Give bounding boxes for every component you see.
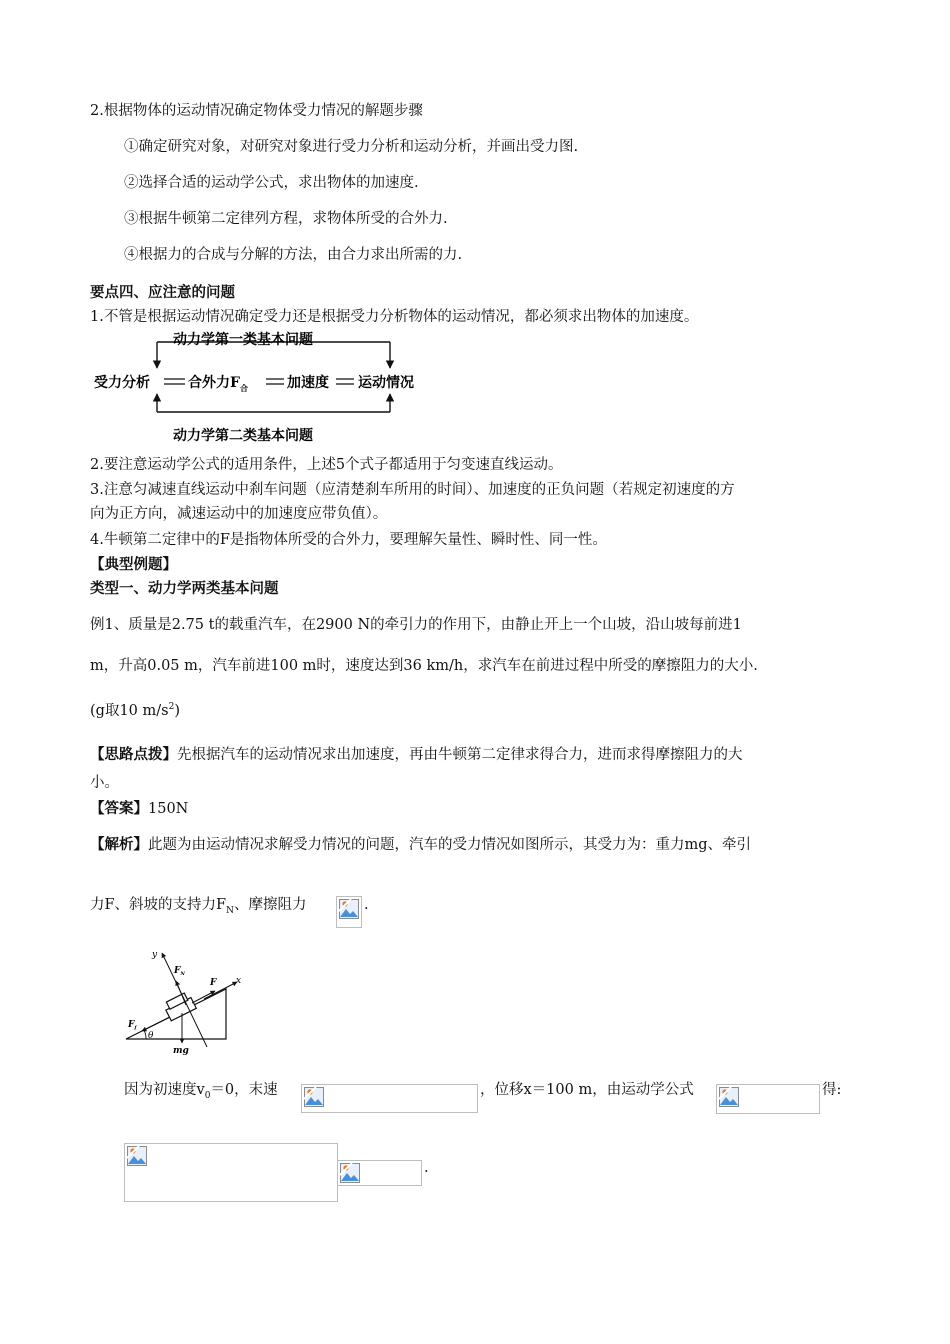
example1-line-2: m，升高0.05 m，汽车前进100 m时，速度达到36 km/h，求汽车在前进过程中所受的摩擦阻力的大小. [90,658,758,674]
analysis-label: 【解析】 [90,837,148,853]
broken-image-acceleration-value [337,1160,422,1186]
note-3-line-2: 向为正方向，减速运动中的加速度应带负值）。 [90,506,388,522]
broken-image-icon [340,1163,360,1183]
flow-bottom-label: 动力学第二类基本问题 [173,428,313,444]
incline-force-diagram [120,945,250,1055]
steps-title: 2.根据物体的运动情况确定物体受力情况的解题步骤 [90,103,423,119]
analysis-line-2-end: . [364,897,369,913]
flow-top-label: 动力学第一类基本问题 [173,332,313,348]
solution-line-1-mid: ，位移x＝100 m，由运动学公式 [480,1082,694,1098]
flow-node-acceleration: 加速度 [287,375,329,391]
x-axis-label: x [236,976,242,986]
hint-line-2: 小。 [90,775,119,791]
broken-image-kinematics-formula [716,1084,820,1114]
analysis-line-2: 力F、斜坡的支持力$F_N$、摩擦阻力 [90,897,307,916]
broken-image-icon [304,1087,324,1107]
section4-title: 要点四、应注意的问题 [90,285,235,301]
broken-image-friction [336,896,362,928]
solution-line-1-start: 因为初速度$v_0=0$，末速 [124,1082,278,1101]
flow-node-motion: 运动情况 [358,375,414,391]
note-2: 2.要注意运动学公式的适用条件，上述5个式子都适用于匀变速直线运动。 [90,457,563,473]
examples-title: 【典型例题】 [90,557,177,573]
broken-image-icon [719,1087,739,1107]
note-4: 4.牛顿第二定律中的F是指物体所受的合外力，要理解矢量性、瞬时性、同一性。 [90,532,607,548]
step-1: ①确定研究对象，对研究对象进行受力分析和运动分析，并画出受力图. [124,139,579,155]
answer-label: 【答案】 [90,801,148,817]
broken-image-icon [127,1146,147,1166]
ff-label: $F_f$ [128,1020,137,1031]
theta-label: θ [148,1031,154,1041]
dynamics-flow-diagram [90,328,440,446]
answer-line [90,799,188,819]
hint-label: 【思路点拨】 [90,747,177,763]
broken-image-icon [339,899,359,919]
step-2: ②选择合适的运动学公式，求出物体的加速度. [124,175,419,191]
broken-image-acceleration-formula [124,1143,338,1202]
mg-label: mg [173,1046,189,1055]
note-3-line-1: 3.注意匀减速直线运动中刹车问题（应清楚刹车所用的时间）、加速度的正负问题（若规定初速度的方 [90,482,735,498]
solution-line-1-end: 得: [822,1082,842,1098]
flow-node-net-force: 合外力$F_合$ [188,375,248,393]
note-1: 1.不管是根据运动情况确定受力还是根据受力分析物体的运动情况，都必须求出物体的加速度。 [90,309,699,325]
flow-node-force-analysis: 受力分析 [94,375,150,391]
y-axis-label: y [152,950,158,960]
example1-line-3: (g取10 $m/s^2$) [90,702,180,719]
answer-value: 150N [148,801,189,817]
example1-line-1: 例1、质量是2.75 t的载重汽车，在2900 N的牵引力的作用下，由静止开上一个山坡，沿山坡每前进1 [90,617,742,633]
hint-line-1: 【思路点拨】先根据汽车的运动情况求出加速度，再由牛顿第二定律求得合力，进而求得摩擦阻力的大 [90,747,743,763]
step-4: ④根据力的合成与分解的方法，由合力求出所需的力. [124,247,463,263]
analysis-line-1: 【解析】此题为由运动情况求解受力情况的问题，汽车的受力情况如图所示，其受力为：重力mg、牵引 [90,837,752,853]
step-3: ③根据牛顿第二定律列方程，求物体所受的合外力. [124,211,448,227]
type1-title: 类型一、动力学两类基本问题 [90,581,279,597]
solution-line-2-end: . [424,1160,429,1176]
broken-image-final-velocity [301,1084,478,1113]
fn-label: $F_N$ [174,966,185,977]
f-label: F [210,978,217,988]
